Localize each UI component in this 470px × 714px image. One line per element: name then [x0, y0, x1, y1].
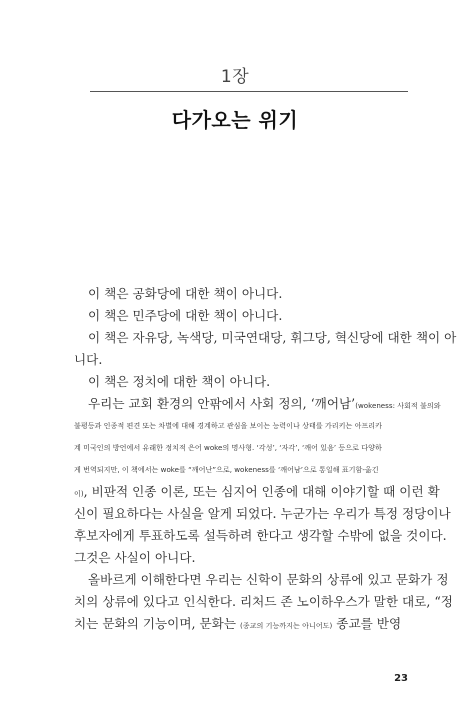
body-text-run: 우리는 교회 환경의 안팎에서 사회 정의, ‘깨어남’ [88, 396, 356, 411]
page-number: 23 [394, 673, 408, 684]
translator-note: 이) [74, 489, 84, 498]
body-line: 이 책은 자유당, 녹색당, 미국연대당, 휘그당, 혁신당에 대한 책이 아 [88, 330, 457, 345]
body-line: 그것은 사실이 아니다. [74, 550, 196, 565]
body-line: 후보자에게 투표하도록 설득하려 한다고 생각할 수밖에 없을 것이다. [74, 528, 447, 543]
body-line: 신이 필요하다는 사실을 알게 되었다. 누군가는 우리가 특정 정당이나 [74, 506, 451, 521]
body-line [74, 393, 441, 415]
body-text [74, 283, 457, 635]
body-text-run: 종교를 반영 [332, 616, 402, 631]
translator-note-line: 불평등과 인종적 편견 또는 차별에 대해 경계하고 관심을 보이는 능력이나 상태를 가리키는 아프리카 [74, 421, 383, 430]
body-line: 치의 상류에 있다고 인식한다. 리처드 존 노이하우스가 말한 대로, “정 [74, 594, 453, 609]
translator-note-line: 게 번역되지만, 이 책에서는 woke를 “깨어난”으로, wokeness를 ‘깨어남’으로 통일해 표기함-옮긴 [74, 465, 379, 474]
translator-note-line: 계 미국인의 방언에서 유래한 정치적 은어 woke의 명사형. ‘각성’, ‘자각’, ‘깨어 있음’ 등으로 다양하 [74, 443, 382, 452]
chapter-label: 1장 [220, 67, 250, 87]
body-line: 이 책은 민주당에 대한 책이 아니다. [88, 308, 283, 323]
chapter-divider [90, 91, 408, 92]
body-text-run: 치는 문화의 기능이며, 문화는 [74, 616, 241, 631]
body-line: 올바르게 이해한다면 우리는 신학이 문화의 상류에 있고 문화가 정 [88, 572, 449, 587]
translator-note: (wokeness: 사회적 불의와 [355, 401, 441, 410]
body-line [74, 613, 408, 635]
body-line: 니다. [74, 352, 103, 367]
chapter-title: 다가오는 위기 [171, 108, 299, 132]
body-text-run: , 비판적 인종 이론, 또는 심지어 인종에 대해 이야기할 때 이런 확 [83, 484, 440, 499]
translator-note: (종교의 기능까지는 아니어도) [240, 621, 333, 630]
body-line: 이 책은 공화당에 대한 책이 아니다. [88, 286, 283, 301]
body-line: 이 책은 정치에 대한 책이 아니다. [88, 374, 271, 389]
body-line [74, 481, 440, 503]
